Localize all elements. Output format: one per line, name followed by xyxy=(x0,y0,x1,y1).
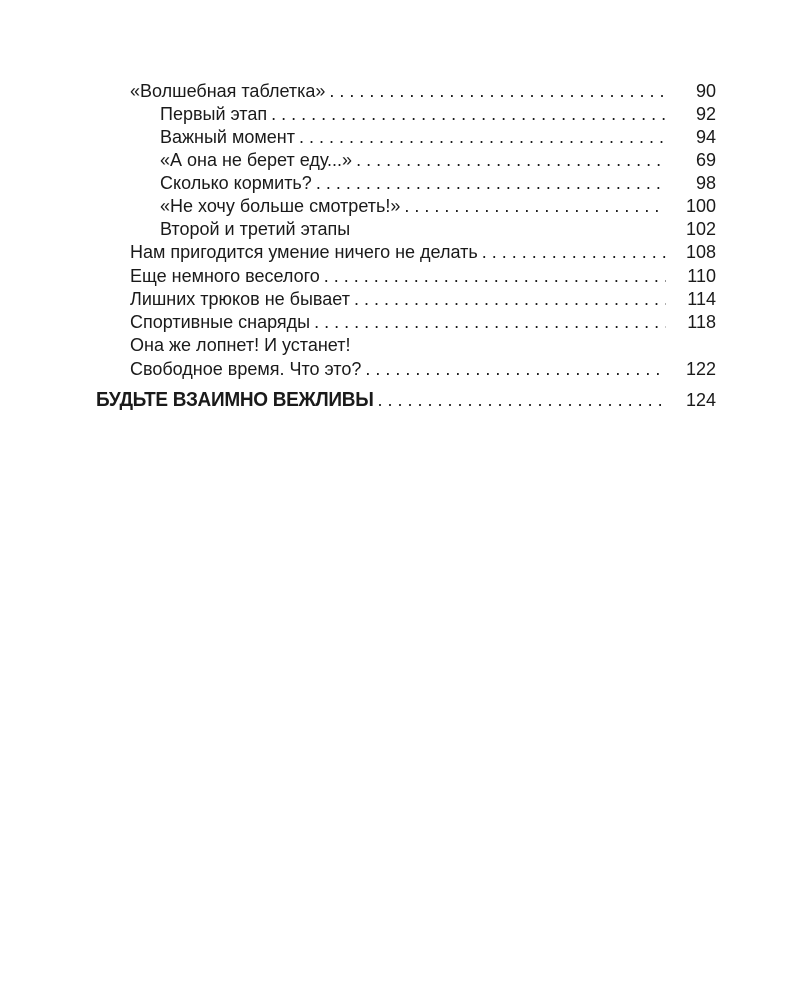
toc-entry xyxy=(160,148,716,172)
toc-entry-page: 114 xyxy=(687,289,716,309)
dot-leader xyxy=(324,264,666,288)
toc-entry-title: Свободное время. Что это? xyxy=(130,359,362,379)
dot-leader xyxy=(378,388,666,412)
dot-leader xyxy=(365,357,666,381)
toc-entry-page: 98 xyxy=(695,173,716,193)
dot-leader xyxy=(271,102,666,126)
toc-entry-page: 69 xyxy=(695,150,716,170)
toc-entry-page: 102 xyxy=(685,219,716,239)
toc-entry-page: 100 xyxy=(685,196,716,216)
toc-entry-page: 110 xyxy=(687,266,716,286)
toc-entry xyxy=(130,79,716,103)
toc-entry-page: 92 xyxy=(695,104,716,124)
toc-entry xyxy=(160,102,716,126)
toc-entry-title: Первый этап xyxy=(160,104,268,124)
toc-chapter-title: БУДЬТЕ ВЗАИМНО ВЕЖЛИВЫ xyxy=(96,389,374,412)
toc-entry-page: 122 xyxy=(685,359,716,379)
dot-leader xyxy=(482,240,666,264)
toc-entry-title: Она же лопнет! И устанет! xyxy=(130,335,351,355)
dot-leader xyxy=(299,125,666,149)
toc-entry-title: Второй и третий этапы xyxy=(160,219,351,239)
toc-entry-title: Сколько кормить? xyxy=(160,173,312,193)
toc-entry-title: Нам пригодится умение ничего не делать xyxy=(130,242,478,262)
dot-leader xyxy=(314,310,666,334)
dot-leader xyxy=(316,171,666,195)
toc-chapter-entry xyxy=(96,388,716,412)
toc-chapter-page: 124 xyxy=(685,390,716,410)
toc-entry-page: 94 xyxy=(695,127,716,147)
toc-entry xyxy=(130,240,716,264)
toc-entry xyxy=(130,287,716,311)
toc-entry xyxy=(160,125,716,149)
toc-entry xyxy=(130,264,716,288)
toc-entry-page: 118 xyxy=(687,312,716,332)
dot-leader xyxy=(356,148,666,172)
dot-leader xyxy=(404,194,666,218)
toc-entry-title: «А она не берет еду...» xyxy=(160,150,353,170)
toc-entry xyxy=(160,194,716,218)
toc-entry xyxy=(160,217,716,241)
toc-entry-page: 108 xyxy=(685,242,716,262)
toc-entry xyxy=(160,171,716,195)
toc-entry-page: 90 xyxy=(695,81,716,101)
toc-entry-title: Лишних трюков не бывает xyxy=(130,289,350,309)
toc-entry xyxy=(130,310,716,334)
toc-entry-title: Важный момент xyxy=(160,127,295,147)
toc-entry xyxy=(130,357,716,381)
toc-entry-title: «Волшебная таблетка» xyxy=(130,81,326,101)
dot-leader xyxy=(354,287,666,311)
toc-entry-title: Спортивные снаряды xyxy=(130,312,311,332)
dot-leader xyxy=(329,79,666,103)
toc-entry-title: Еще немного веселого xyxy=(130,266,320,286)
toc-entry-title: «Не хочу больше смотреть!» xyxy=(160,196,401,216)
